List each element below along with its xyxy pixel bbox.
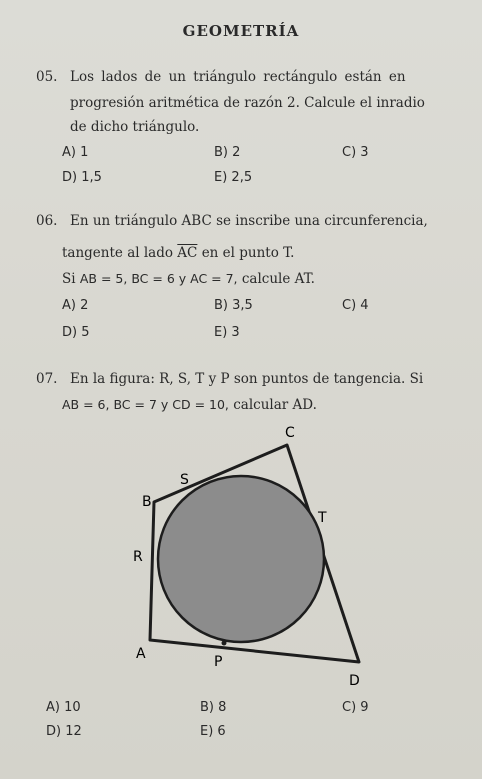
- q07-line2-math: AB = 6, BC = 7 y CD = 10,: [62, 397, 229, 412]
- label-r: R: [133, 549, 143, 565]
- q06-option-c: C) 4: [342, 298, 369, 313]
- label-c: C: [285, 425, 295, 441]
- q07-option-b: B) 8: [200, 700, 227, 715]
- q07-option-e: E) 6: [200, 724, 226, 739]
- q05-option-e: E) 2,5: [214, 170, 253, 185]
- q06-option-b: B) 3,5: [214, 298, 253, 313]
- q06-option-e: E) 3: [214, 325, 240, 340]
- label-a: A: [136, 646, 146, 662]
- inscribed-circle: [158, 476, 324, 642]
- q07-line2-post: calcular AD.: [233, 397, 317, 413]
- q05-text-line2: progresión aritmética de razón 2. Calcule el inradio: [70, 95, 425, 111]
- q05-option-b: B) 2: [214, 145, 241, 160]
- label-b: B: [142, 494, 152, 510]
- page-title: GEOMETRÍA: [182, 22, 300, 40]
- segment-ac: $\overline{AC}$: [177, 245, 198, 261]
- q06-line2-pre: tangente al lado: [62, 245, 173, 261]
- q07-option-c: C) 9: [342, 700, 369, 715]
- q06-line3-pre: Si: [62, 271, 76, 287]
- q06-line3-math: AB = 5, BC = 6 y AC = 7,: [79, 271, 238, 286]
- q06-option-a: A) 2: [62, 298, 89, 313]
- q07-option-a: A) 10: [46, 700, 81, 715]
- q06-text-line1: En un triángulo ABC se inscribe una circunferencia,: [70, 213, 428, 229]
- q06-number: 06.: [36, 213, 58, 229]
- label-t: T: [318, 510, 327, 526]
- tangency-point-p: [222, 641, 227, 646]
- q06-line3-post: calcule AT.: [241, 271, 315, 287]
- q05-option-c: C) 3: [342, 145, 369, 160]
- q05-text-line1: Los lados de un triángulo rectángulo están en: [70, 69, 406, 85]
- q06-option-d: D) 5: [62, 325, 90, 340]
- q06-line2-post: en el punto T.: [201, 245, 295, 261]
- label-p: P: [214, 654, 223, 670]
- q07-number: 07.: [36, 371, 58, 387]
- label-d: D: [349, 673, 360, 689]
- label-s: S: [180, 472, 189, 488]
- q05-option-a: A) 1: [62, 145, 89, 160]
- q07-option-d: D) 12: [46, 724, 82, 739]
- q05-text-line3: de dicho triángulo.: [70, 119, 200, 135]
- q07-text-line1: En la figura: R, S, T y P son puntos de tangencia. Si: [70, 371, 424, 387]
- q05-number: 05.: [36, 69, 58, 85]
- q05-option-d: D) 1,5: [62, 170, 102, 185]
